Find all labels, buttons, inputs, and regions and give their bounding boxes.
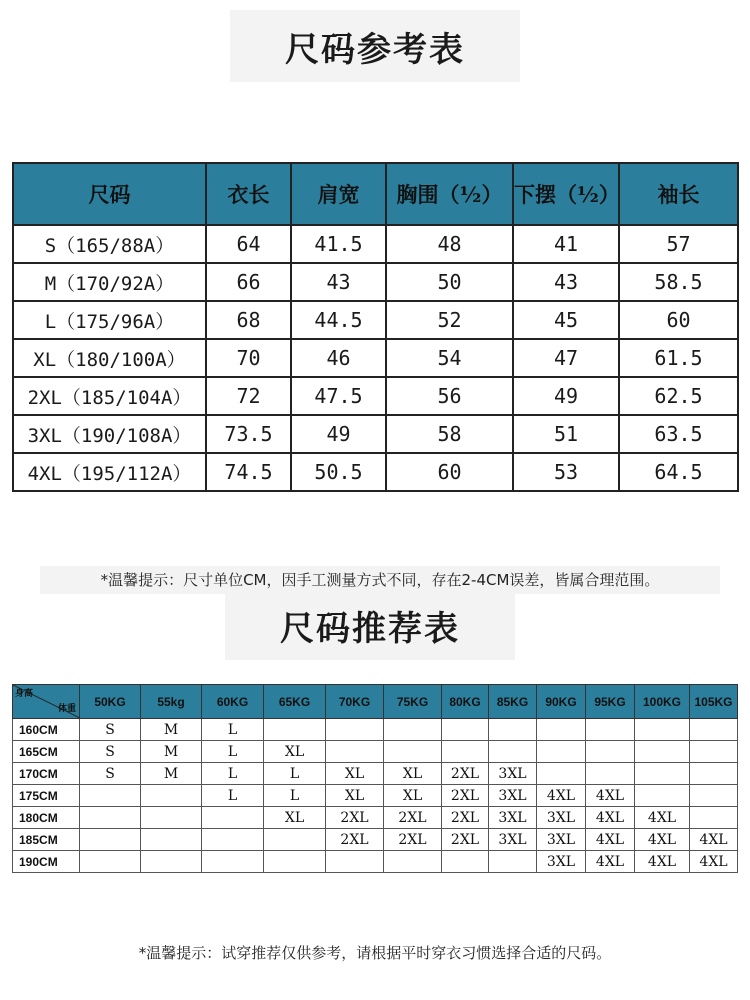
size-value-cell: 45 — [513, 301, 619, 339]
recommend-size-cell: XL — [384, 785, 442, 807]
height-cell: 160CM — [13, 719, 80, 741]
recommend-size-cell: 4XL — [537, 785, 586, 807]
recommend-size-cell — [442, 851, 489, 873]
recommend-size-cell: 4XL — [586, 785, 635, 807]
size-value-cell: 63.5 — [619, 415, 738, 453]
recommend-size-cell — [489, 741, 537, 763]
recommend-size-cell — [537, 741, 586, 763]
size-value-cell: 48 — [386, 225, 513, 263]
recommend-row — [13, 785, 738, 807]
recommend-size-cell — [202, 829, 264, 851]
recommend-size-cell — [690, 763, 738, 785]
weight-header: 100KG — [635, 685, 690, 719]
size-row — [13, 225, 738, 263]
recommend-row — [13, 763, 738, 785]
recommend-size-cell: 4XL — [690, 829, 738, 851]
recommend-size-cell: 3XL — [537, 829, 586, 851]
recommend-size-cell — [264, 829, 326, 851]
weight-header: 85KG — [489, 685, 537, 719]
recommend-size-cell — [586, 719, 635, 741]
recommend-size-cell — [635, 719, 690, 741]
recommend-size-cell — [326, 741, 384, 763]
recommend-size-cell: 3XL — [537, 807, 586, 829]
height-cell: 185CM — [13, 829, 80, 851]
size-row — [13, 301, 738, 339]
recommend-size-cell — [384, 741, 442, 763]
size-label-cell: L（175/96A） — [13, 301, 206, 339]
recommend-row — [13, 829, 738, 851]
recommend-size-cell — [442, 741, 489, 763]
recommend-size-cell — [264, 851, 326, 873]
corner-height-label: 身高 — [15, 688, 34, 698]
recommend-size-cell — [690, 719, 738, 741]
header-hem: 下摆（½） — [513, 163, 619, 225]
recommend-size-cell: L — [202, 741, 264, 763]
size-value-cell: 74.5 — [206, 453, 291, 491]
recommend-size-cell: 2XL — [384, 807, 442, 829]
recommend-size-cell — [635, 785, 690, 807]
recommend-size-cell: M — [141, 741, 202, 763]
weight-header: 70KG — [326, 685, 384, 719]
recommend-size-cell: S — [80, 763, 141, 785]
recommend-size-cell: 2XL — [442, 763, 489, 785]
header-sleeve: 袖长 — [619, 163, 738, 225]
size-value-cell: 66 — [206, 263, 291, 301]
size-row — [13, 415, 738, 453]
recommend-row — [13, 851, 738, 873]
recommend-size-cell — [202, 807, 264, 829]
size-value-cell: 73.5 — [206, 415, 291, 453]
size-value-cell: 68 — [206, 301, 291, 339]
weight-header: 75KG — [384, 685, 442, 719]
recommend-size-cell: 4XL — [690, 851, 738, 873]
size-value-cell: 50 — [386, 263, 513, 301]
recommend-chart-header-row — [13, 685, 738, 719]
recommend-size-cell — [141, 807, 202, 829]
recommend-size-cell: 3XL — [537, 851, 586, 873]
recommend-size-cell: L — [202, 763, 264, 785]
size-value-cell: 54 — [386, 339, 513, 377]
size-value-cell: 58.5 — [619, 263, 738, 301]
size-value-cell: 62.5 — [619, 377, 738, 415]
recommend-size-cell: 4XL — [635, 807, 690, 829]
recommend-row — [13, 807, 738, 829]
size-label-cell: 2XL（185/104A） — [13, 377, 206, 415]
weight-header: 55kg — [141, 685, 202, 719]
recommend-size-cell — [141, 785, 202, 807]
size-label-cell: S（165/88A） — [13, 225, 206, 263]
size-value-cell: 64 — [206, 225, 291, 263]
size-value-cell: 43 — [291, 263, 386, 301]
corner-weight-label: 体重 — [57, 703, 76, 713]
recommend-size-cell — [442, 719, 489, 741]
size-chart-title: 尺码参考表 — [230, 10, 520, 82]
size-value-cell: 43 — [513, 263, 619, 301]
recommend-size-cell — [326, 719, 384, 741]
size-value-cell: 60 — [619, 301, 738, 339]
weight-header: 50KG — [80, 685, 141, 719]
size-value-cell: 58 — [386, 415, 513, 453]
size-value-cell: 41 — [513, 225, 619, 263]
corner-header — [13, 685, 80, 719]
recommend-size-cell — [141, 851, 202, 873]
recommend-size-cell — [80, 807, 141, 829]
size-value-cell: 51 — [513, 415, 619, 453]
size-value-cell: 70 — [206, 339, 291, 377]
recommend-size-cell: M — [141, 719, 202, 741]
recommend-size-cell: XL — [326, 763, 384, 785]
recommend-size-cell — [690, 807, 738, 829]
recommend-size-cell: L — [202, 719, 264, 741]
recommend-size-cell: 3XL — [489, 807, 537, 829]
size-value-cell: 52 — [386, 301, 513, 339]
recommend-size-cell — [537, 763, 586, 785]
recommend-size-cell — [489, 719, 537, 741]
height-cell: 180CM — [13, 807, 80, 829]
recommend-chart-table — [12, 684, 738, 873]
size-row — [13, 339, 738, 377]
weight-header: 65KG — [264, 685, 326, 719]
recommend-size-cell — [635, 741, 690, 763]
recommend-size-cell: L — [202, 785, 264, 807]
height-cell: 175CM — [13, 785, 80, 807]
recommend-size-cell: 2XL — [442, 829, 489, 851]
recommend-size-cell — [264, 719, 326, 741]
recommend-row — [13, 719, 738, 741]
recommend-size-cell: M — [141, 763, 202, 785]
recommend-size-cell — [384, 719, 442, 741]
weight-header: 105KG — [690, 685, 738, 719]
recommend-size-cell: 3XL — [489, 763, 537, 785]
recommend-size-cell — [586, 763, 635, 785]
size-label-cell: 3XL（190/108A） — [13, 415, 206, 453]
recommend-chart-note: *温馨提示：试穿推荐仅供参考，请根据平时穿衣习惯选择合适的尺码。 — [138, 944, 612, 962]
recommend-size-cell: 4XL — [586, 851, 635, 873]
recommend-size-cell — [586, 741, 635, 763]
size-value-cell: 72 — [206, 377, 291, 415]
recommend-chart-title: 尺码推荐表 — [225, 590, 515, 660]
recommend-size-cell: 4XL — [586, 829, 635, 851]
recommend-size-cell — [690, 741, 738, 763]
recommend-size-cell — [690, 785, 738, 807]
recommend-size-cell: L — [264, 785, 326, 807]
recommend-row — [13, 741, 738, 763]
recommend-size-cell: 2XL — [384, 829, 442, 851]
height-cell: 190CM — [13, 851, 80, 873]
recommend-size-cell: 4XL — [635, 829, 690, 851]
size-value-cell: 61.5 — [619, 339, 738, 377]
header-chest: 胸围（½） — [386, 163, 513, 225]
size-chart-header-row — [13, 163, 738, 225]
size-row — [13, 377, 738, 415]
recommend-size-cell — [80, 851, 141, 873]
recommend-size-cell — [326, 851, 384, 873]
recommend-size-cell — [489, 851, 537, 873]
size-row — [13, 453, 738, 491]
size-value-cell: 49 — [291, 415, 386, 453]
size-label-cell: M（170/92A） — [13, 263, 206, 301]
size-value-cell: 46 — [291, 339, 386, 377]
header-length: 衣长 — [206, 163, 291, 225]
recommend-size-cell: 4XL — [635, 851, 690, 873]
weight-header: 60KG — [202, 685, 264, 719]
height-cell: 170CM — [13, 763, 80, 785]
size-row — [13, 263, 738, 301]
recommend-size-cell — [202, 851, 264, 873]
size-value-cell: 47.5 — [291, 377, 386, 415]
recommend-size-cell: S — [80, 741, 141, 763]
recommend-size-cell: 3XL — [489, 785, 537, 807]
recommend-size-cell: 2XL — [326, 807, 384, 829]
size-value-cell: 41.5 — [291, 225, 386, 263]
recommend-size-cell: L — [264, 763, 326, 785]
size-value-cell: 53 — [513, 453, 619, 491]
size-value-cell: 60 — [386, 453, 513, 491]
size-value-cell: 56 — [386, 377, 513, 415]
size-chart-note: *温馨提示：尺寸单位CM，因手工测量方式不同，存在2-4CM误差，皆属合理范围。 — [40, 566, 720, 594]
size-label-cell: 4XL（195/112A） — [13, 453, 206, 491]
recommend-size-cell: 2XL — [442, 785, 489, 807]
recommend-size-cell: 4XL — [586, 807, 635, 829]
recommend-size-cell — [141, 829, 202, 851]
recommend-size-cell — [384, 851, 442, 873]
size-value-cell: 47 — [513, 339, 619, 377]
header-shoulder: 肩宽 — [291, 163, 386, 225]
size-chart-body — [13, 225, 738, 491]
recommend-size-cell: 2XL — [442, 807, 489, 829]
size-chart-table — [12, 162, 739, 492]
height-cell: 165CM — [13, 741, 80, 763]
header-size: 尺码 — [13, 163, 206, 225]
recommend-chart-body — [13, 719, 738, 873]
size-value-cell: 49 — [513, 377, 619, 415]
recommend-size-cell: XL — [326, 785, 384, 807]
weight-header: 80KG — [442, 685, 489, 719]
recommend-size-cell: XL — [384, 763, 442, 785]
size-value-cell: 50.5 — [291, 453, 386, 491]
recommend-size-cell — [80, 785, 141, 807]
recommend-size-cell — [635, 763, 690, 785]
recommend-size-cell: 3XL — [489, 829, 537, 851]
recommend-size-cell — [537, 719, 586, 741]
recommend-size-cell: XL — [264, 807, 326, 829]
recommend-size-cell: 2XL — [326, 829, 384, 851]
size-value-cell: 57 — [619, 225, 738, 263]
size-value-cell: 64.5 — [619, 453, 738, 491]
weight-header: 90KG — [537, 685, 586, 719]
recommend-size-cell: XL — [264, 741, 326, 763]
recommend-size-cell: S — [80, 719, 141, 741]
weight-header: 95KG — [586, 685, 635, 719]
size-value-cell: 44.5 — [291, 301, 386, 339]
recommend-size-cell — [80, 829, 141, 851]
size-label-cell: XL（180/100A） — [13, 339, 206, 377]
